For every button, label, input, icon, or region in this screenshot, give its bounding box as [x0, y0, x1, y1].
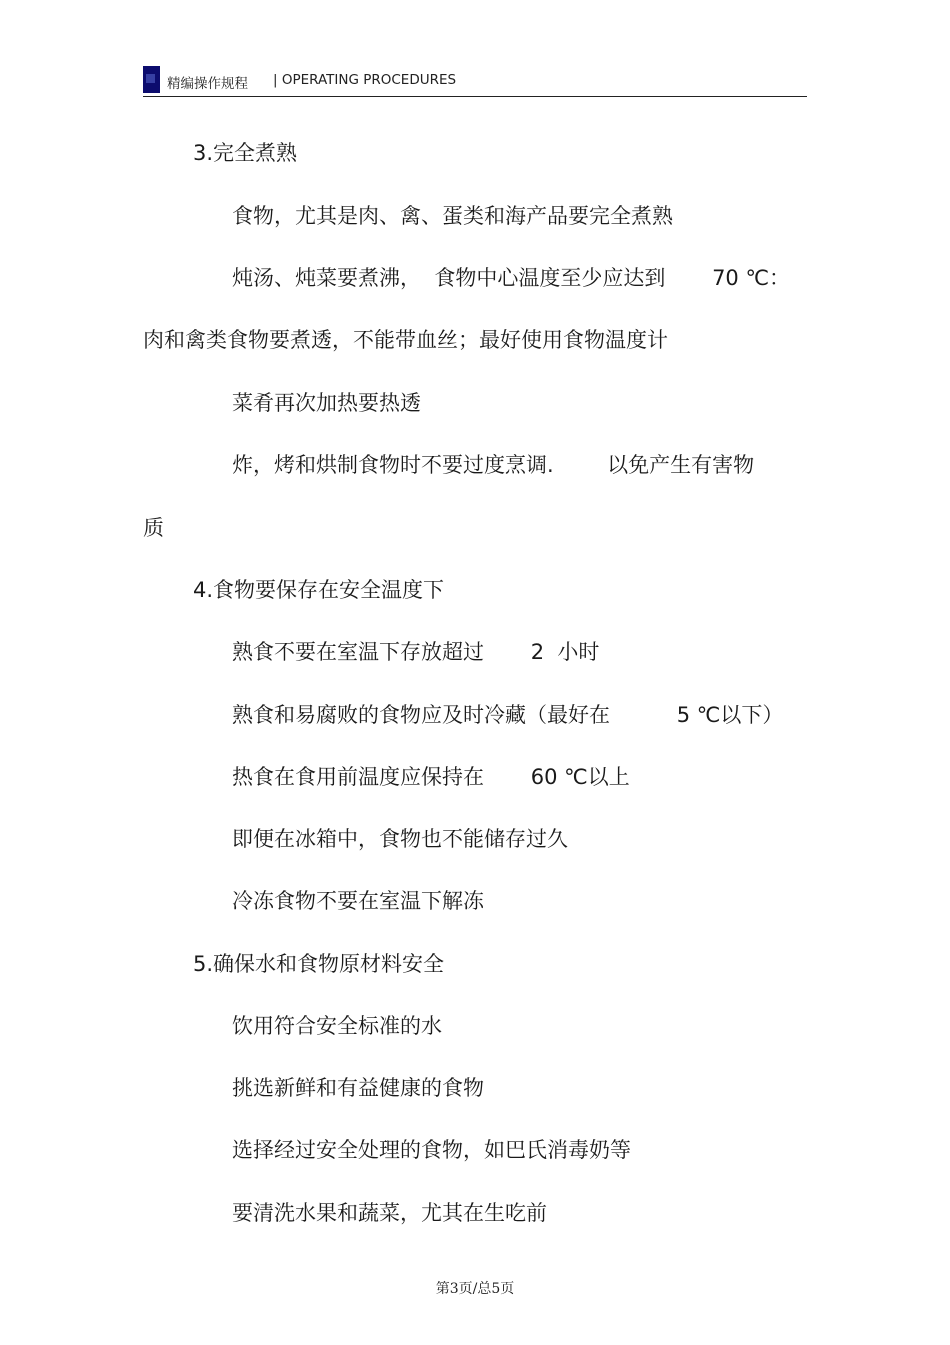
header-title: 精编操作规程	[167, 76, 248, 92]
paragraph-line: 熟食不要在室温下存放超过 2 小时	[232, 640, 600, 664]
paragraph-line: 炖汤、炖菜要煮沸， 食物中心温度至少应达到 70 ℃：	[232, 266, 791, 290]
paragraph-line: 选择经过安全处理的食物，如巴氏消毒奶等	[232, 1138, 631, 1162]
paragraph-line: 即便在冰箱中，食物也不能储存过久	[232, 827, 568, 851]
header-subtitle: | OPERATING PROCEDURES	[273, 72, 457, 88]
section-heading-3: 3.完全煮熟	[193, 141, 298, 165]
paragraph-line: 食物，尤其是肉、禽、蛋类和海产品要完全煮熟	[232, 204, 673, 228]
paragraph-line: 饮用符合安全标准的水	[232, 1014, 442, 1038]
paragraph-line: 热食在食用前温度应保持在 60 ℃以上	[232, 765, 630, 789]
section-heading-4: 4.食物要保存在安全温度下	[193, 578, 445, 602]
paragraph-line: 菜肴再次加热要热透	[232, 391, 421, 415]
paragraph-line: 质	[143, 516, 164, 540]
paragraph-line: 要清洗水果和蔬菜，尤其在生吃前	[232, 1201, 547, 1225]
paragraph-line: 挑选新鲜和有益健康的食物	[232, 1076, 484, 1100]
paragraph-line: 肉和禽类食物要煮透，不能带血丝；最好使用食物温度计	[143, 328, 668, 352]
paragraph-line: 熟食和易腐败的食物应及时冷藏（最好在 5 ℃以下）	[232, 703, 784, 727]
paragraph-line: 冷冻食物不要在室温下解冻	[232, 889, 484, 913]
page-header	[143, 64, 807, 97]
page-number: 第3页/总5页	[435, 1281, 515, 1297]
document-logo-icon	[143, 66, 160, 93]
paragraph-line: 炸，烤和烘制食物时不要过度烹调. 以免产生有害物	[232, 453, 755, 477]
section-heading-5: 5.确保水和食物原材料安全	[193, 952, 445, 976]
